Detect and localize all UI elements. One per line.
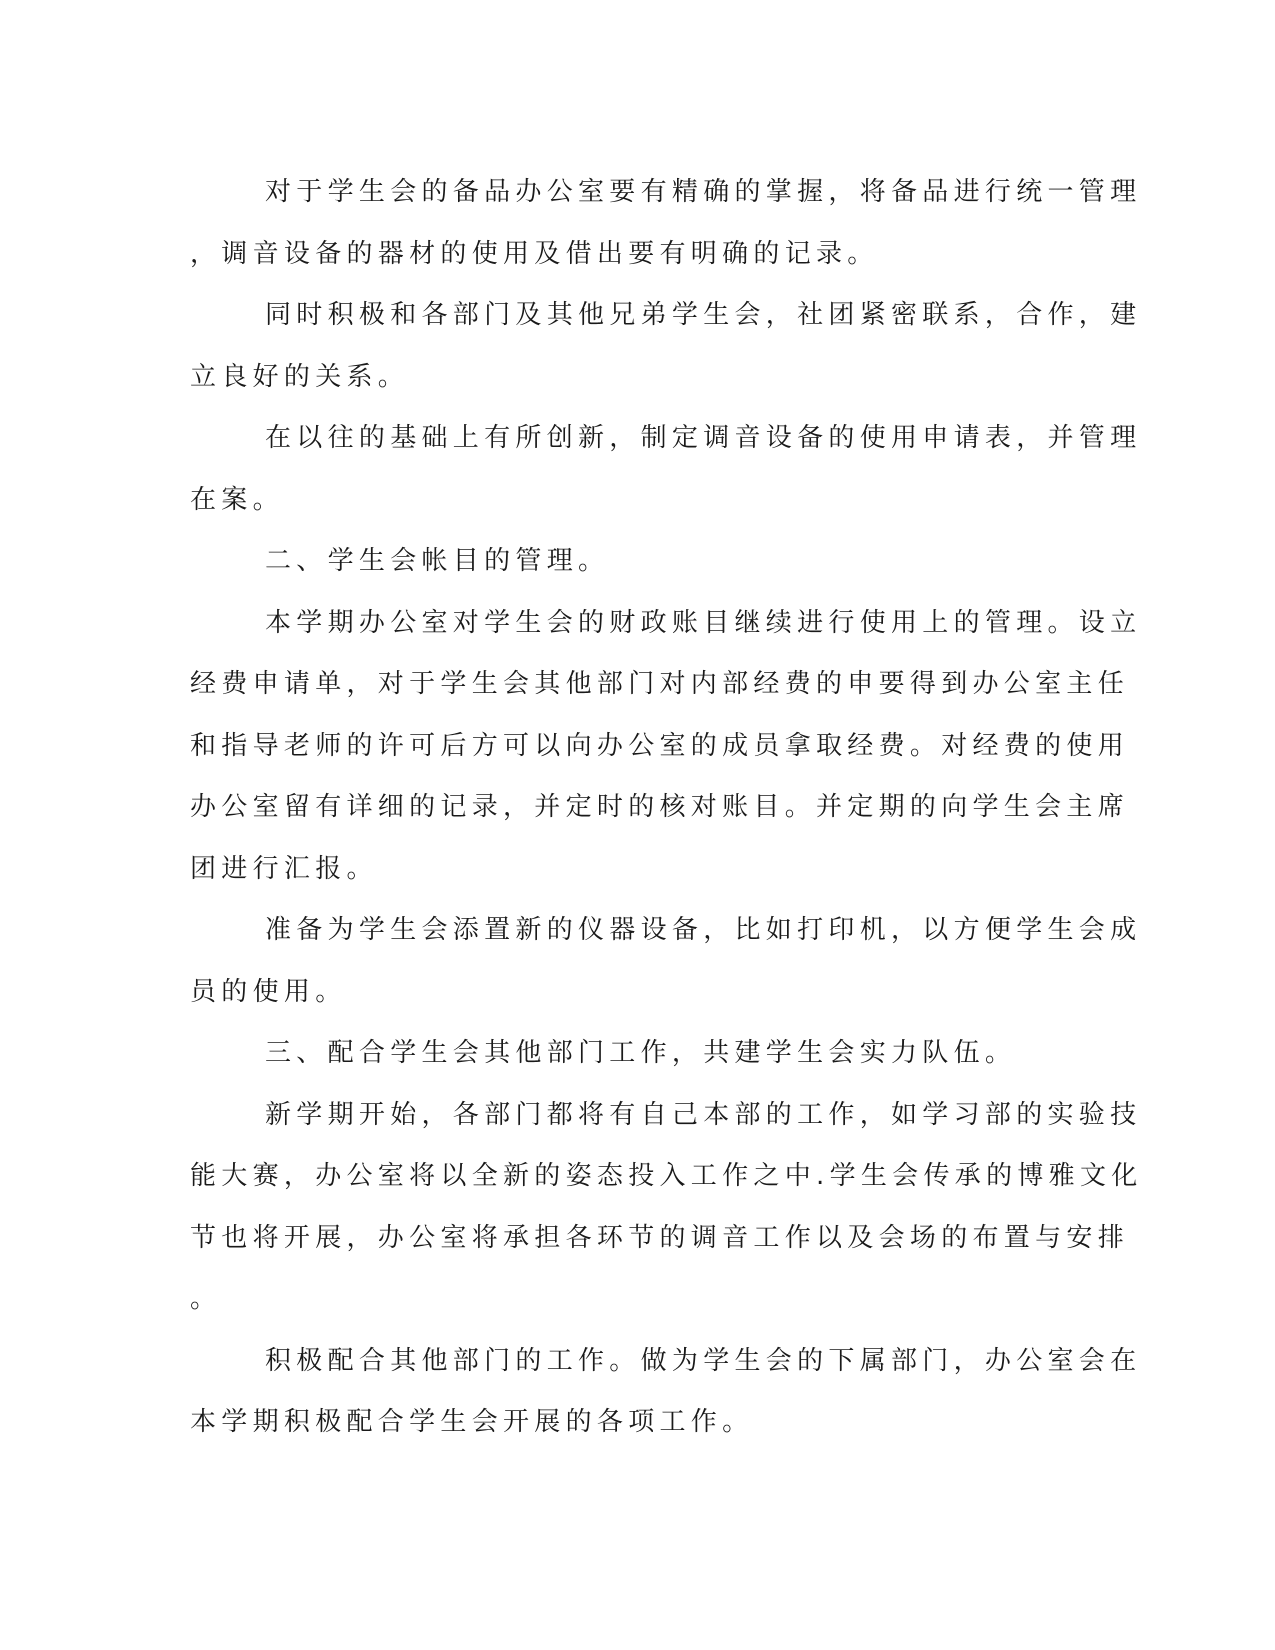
text-line: 同时积极和各部门及其他兄弟学生会，社团紧密联系，合作，建 [265, 300, 1142, 330]
text-line: 本学期积极配合学生会开展的各项工作。 [190, 1407, 754, 1437]
text-line: 员的使用。 [190, 976, 347, 1007]
section-heading: 三、配合学生会其他部门工作，共建学生会实力队伍。 [265, 1038, 1017, 1068]
text-line: 节也将开展，办公室将承担各环节的调音工作以及会场的布置与安排 [190, 1222, 1130, 1253]
text-line: 经费申请单，对于学生会其他部门对内部经费的申要得到办公室主任 [190, 669, 1130, 699]
text-line: 团进行汇报。 [190, 853, 378, 884]
section-heading: 二、学生会帐目的管理。 [265, 546, 610, 576]
text-line: 办公室留有详细的记录，并定时的核对账目。并定期的向学生会主席 [190, 792, 1130, 822]
text-line: 立良好的关系。 [190, 361, 410, 392]
text-line: 对于学生会的备品办公室要有精确的掌握，将备品进行统一管理 [265, 177, 1142, 207]
text-line: ，调音设备的器材的使用及借出要有明确的记录。 [190, 238, 879, 269]
text-line: 本学期办公室对学生会的财政账目继续进行使用上的管理。设立 [265, 607, 1142, 638]
text-line: 准备为学生会添置新的仪器设备，比如打印机，以方便学生会成 [265, 915, 1142, 945]
text-line: 能大赛，办公室将以全新的姿态投入工作之中.学生会传承的博雅文化 [190, 1161, 1143, 1191]
text-line: 新学期开始，各部门都将有自己本部的工作，如学习部的实验技 [265, 1099, 1142, 1130]
text-line: 在以往的基础上有所创新，制定调音设备的使用申请表，并管理 [265, 423, 1142, 453]
text-line: 和指导老师的许可后方可以向办公室的成员拿取经费。对经费的使用 [190, 730, 1130, 761]
text-line: 在案。 [190, 484, 284, 515]
text-line: 积极配合其他部门的工作。做为学生会的下属部门，办公室会在 [265, 1345, 1142, 1376]
document-body [190, 162, 1143, 1454]
text-line: 。 [190, 1284, 222, 1314]
